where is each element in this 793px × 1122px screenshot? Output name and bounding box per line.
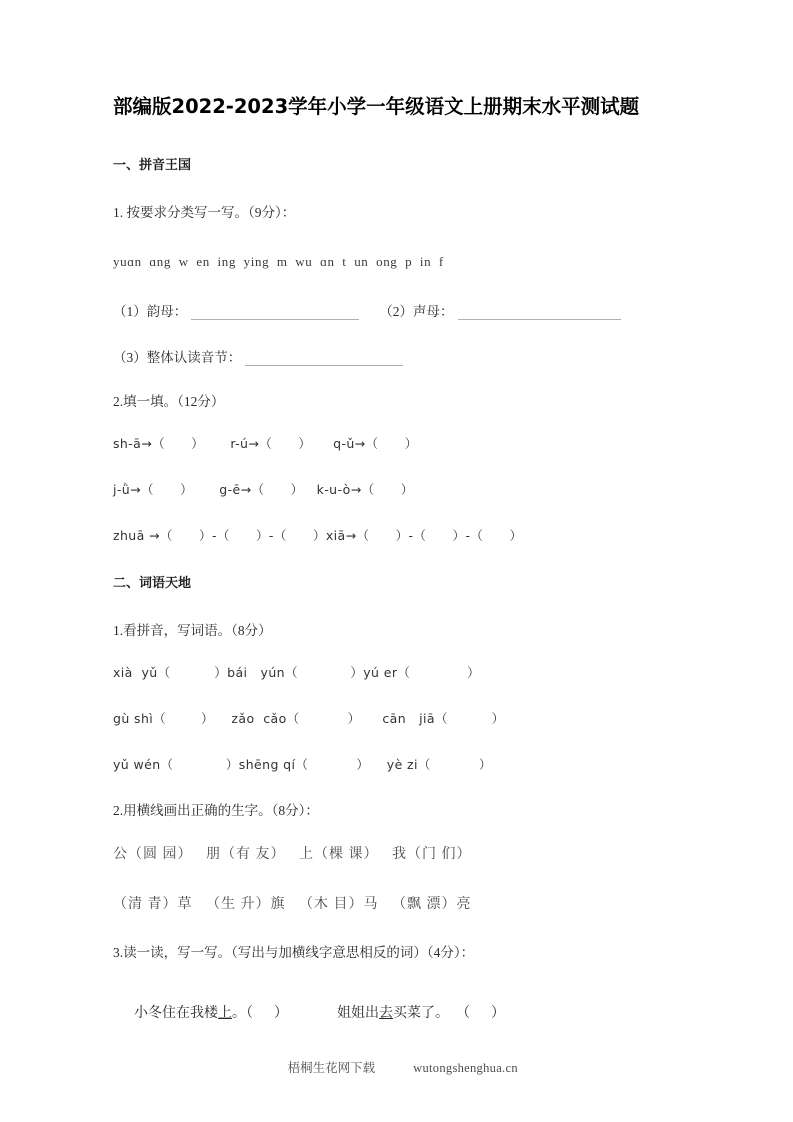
- blank-label-yunmu: （1）韵母：: [113, 303, 188, 319]
- answer-blank-zhengtirendu[interactable]: [245, 352, 403, 366]
- answer-row-zhengtirendu: [113, 346, 683, 366]
- pinyin-combine-row-2: j-ǜ→（ ） g-ē→（ ） k-u-ò→（ ）: [113, 481, 414, 497]
- word-pinyin-row-1: xià yǔ（ ）bái yún（ ）yú er（ ）: [113, 665, 481, 681]
- character-choice-row-1: 公（圆 园） 朋（有 友） 上（棵 课） 我（门 们）: [113, 847, 472, 863]
- pinyin-bank-list: yuɑn ɑng w en ing ying m wu ɑn t un ong p in f: [113, 253, 444, 269]
- antonym-sentence-row: [113, 986, 683, 1038]
- footer-site-name: 梧桐生花网下载: [287, 1061, 376, 1075]
- answer-row-yunmu-shengmu: [113, 300, 683, 320]
- question-1-2-prompt: 2.填一填。（12分）: [113, 393, 225, 409]
- question-2-1-prompt: 1.看拼音，写词语。（8分）: [113, 622, 272, 638]
- sentence-1-after: 。（ ）: [232, 1005, 288, 1021]
- section-heading-cihui: 二、词语天地: [113, 575, 192, 591]
- sentence-1-before: 小冬住在我楼: [134, 1005, 218, 1021]
- pinyin-split-row-3: zhuā →（ ）-（ ）-（ ）xiā→（ ）-（ ）-（ ）: [113, 527, 523, 543]
- page-title: 部编版2022-2023学年小学一年级语文上册期末水平测试题: [113, 95, 640, 118]
- word-pinyin-row-3: yǔ wén（ ）shēng qí（ ） yè zi（ ）: [113, 757, 492, 773]
- question-2-2-prompt: 2.用横线画出正确的生字。（8分）：: [113, 803, 319, 819]
- sentence-2-after: 买菜了。 （ ）: [393, 1005, 505, 1021]
- blank-label-shengmu: （2）声母：: [379, 303, 454, 319]
- sentence-1-underlined-word: 上: [218, 1005, 232, 1021]
- answer-blank-shengmu[interactable]: [458, 306, 621, 320]
- character-choice-row-2: （清 青）草 （生 升）旗 （木 目）马 （飘 漂）亮: [113, 897, 472, 913]
- section-heading-pinyin: 一、拼音王国: [113, 158, 192, 174]
- question-1-1-prompt: 1. 按要求分类写一写。（9分）：: [113, 205, 296, 221]
- answer-blank-yunmu[interactable]: [191, 306, 359, 320]
- footer-watermark: [0, 1043, 793, 1091]
- footer-site-url: wutongshenghua.cn: [413, 1061, 518, 1075]
- question-2-3-prompt: 3.读一读，写一写。（写出与加横线字意思相反的词）（4分）：: [113, 945, 475, 961]
- sentence-2-underlined-word: 去: [379, 1005, 393, 1021]
- blank-label-zhengtirendu: （3）整体认读音节：: [113, 349, 242, 365]
- word-pinyin-row-2: gù shì（ ） zǎo cǎo（ ） cān jiā（ ）: [113, 711, 505, 727]
- sentence-gap: [288, 1006, 337, 1021]
- pinyin-combine-row-1: sh-ā→（ ） r-ú→（ ） q-ǔ→（ ）: [113, 435, 418, 451]
- document-content: [113, 95, 683, 1064]
- sentence-2-before: 姐姐出: [337, 1005, 379, 1021]
